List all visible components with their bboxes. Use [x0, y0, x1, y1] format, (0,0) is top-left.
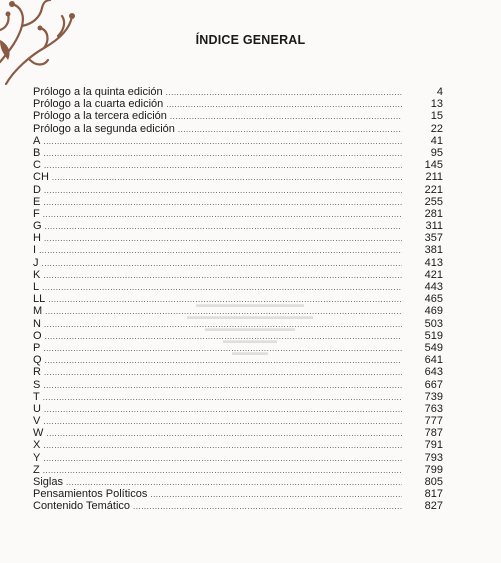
toc-entry-page-number: 793	[424, 451, 443, 464]
toc-entry[interactable]	[33, 391, 443, 403]
toc-entry[interactable]	[33, 379, 443, 391]
toc-entry-page-number: 503	[424, 317, 443, 330]
dot-leader	[133, 501, 402, 513]
toc-entry[interactable]	[33, 452, 443, 464]
toc-entry[interactable]	[33, 366, 443, 378]
toc-entry-label: Pensamientos Políticos	[33, 488, 148, 501]
dot-leader	[178, 124, 402, 136]
toc-entry[interactable]	[33, 415, 443, 427]
toc-entry[interactable]	[33, 98, 443, 110]
toc-entry-page-number: 799	[424, 463, 443, 476]
toc-entry-page-number: 281	[424, 207, 443, 220]
toc-entry[interactable]	[33, 427, 443, 439]
toc-entry-label: K	[33, 268, 41, 281]
toc-entry-page-number: 519	[424, 329, 443, 342]
toc-entry-page-number: 145	[424, 159, 443, 172]
toc-entry[interactable]	[33, 135, 443, 147]
toc-entry-page-number: 22	[430, 122, 443, 135]
toc-entry[interactable]	[33, 220, 443, 232]
toc-entry[interactable]	[33, 123, 443, 135]
dot-leader	[39, 245, 402, 257]
toc-entry-page-number: 791	[424, 439, 443, 452]
toc-entry[interactable]	[33, 171, 443, 183]
dot-leader	[42, 282, 402, 294]
toc-entry-page-number: 443	[424, 281, 443, 293]
page-title: ÍNDICE GENERAL	[195, 33, 306, 47]
toc-entry-label: Prólogo a la quinta edición	[33, 86, 163, 98]
toc-entry[interactable]	[33, 208, 443, 220]
toc-entry[interactable]	[33, 86, 443, 98]
toc-entry-page-number: 465	[424, 293, 443, 306]
toc-entry-label: Prólogo a la segunda edición	[33, 122, 175, 135]
toc-entry-page-number: 15	[430, 110, 443, 123]
dot-leader	[44, 367, 402, 379]
toc-entry-label: Prólogo a la tercera edición	[33, 110, 167, 123]
toc-entry[interactable]	[33, 439, 443, 451]
toc-entry-label: V	[33, 415, 41, 428]
bleed-through-text: ▬▬▬▬▬▬▬▬▬▬▬▬ ▬▬▬▬▬▬▬▬▬▬▬▬▬▬ ▬▬▬▬▬▬▬▬▬▬ ▬▬▬▬▬▬ ▬▬▬▬	[187, 299, 313, 357]
toc-entry-page-number: 381	[424, 244, 443, 257]
toc-entry[interactable]	[33, 159, 443, 171]
dot-leader	[166, 87, 402, 99]
dot-leader	[43, 392, 402, 404]
toc-entry-label: M	[33, 305, 43, 318]
toc-entry-page-number: 739	[424, 390, 443, 403]
toc-entry-label: F	[33, 207, 40, 220]
dot-leader	[43, 209, 402, 221]
dot-leader	[43, 148, 402, 160]
toc-entry-label: J	[33, 256, 39, 269]
toc-entry-label: X	[33, 439, 41, 452]
toc-entry-label: A	[33, 134, 41, 147]
dot-leader	[43, 465, 402, 477]
toc-entry-page-number: 643	[424, 366, 443, 379]
toc-entry-page-number: 641	[424, 354, 443, 367]
toc-entry[interactable]	[33, 476, 443, 488]
toc-entry-page-number: 827	[424, 500, 443, 513]
toc-entry-label: G	[33, 220, 42, 233]
dot-leader	[43, 453, 402, 465]
toc-entry[interactable]	[33, 184, 443, 196]
toc-entry-label: LL	[33, 293, 46, 306]
dot-leader	[46, 428, 402, 440]
toc-entry[interactable]	[33, 403, 443, 415]
toc-entry-label: B	[33, 146, 41, 159]
toc-entry-label: S	[33, 378, 41, 391]
toc-entry[interactable]	[33, 196, 443, 208]
toc-entry-label: R	[33, 366, 41, 379]
dot-leader	[44, 160, 402, 172]
toc-entry-label: H	[33, 232, 41, 245]
dot-leader	[52, 172, 402, 184]
toc-entry[interactable]	[33, 488, 443, 500]
toc-entry[interactable]	[33, 281, 443, 293]
toc-entry-label: E	[33, 195, 41, 208]
toc-entry-page-number: 777	[424, 415, 443, 428]
toc-entry-page-number: 787	[424, 427, 443, 440]
toc-entry-page-number: 421	[424, 268, 443, 281]
toc-entry-label: N	[33, 317, 41, 330]
toc-entry-page-number: 817	[424, 488, 443, 501]
toc-entry-label: CH	[33, 171, 49, 184]
dot-leader	[42, 258, 403, 270]
toc-entry-label: O	[33, 329, 42, 342]
dot-leader	[43, 197, 402, 209]
toc-entry-page-number: 667	[424, 378, 443, 391]
toc-entry-label: W	[33, 427, 44, 440]
toc-entry-label: I	[33, 244, 37, 257]
toc-entry[interactable]	[33, 147, 443, 159]
dot-leader	[43, 136, 402, 148]
toc-entry-label: Z	[33, 463, 40, 476]
toc-entry-label: D	[33, 183, 41, 196]
toc-entry-page-number: 211	[425, 171, 443, 184]
toc-entry-label: L	[33, 281, 40, 293]
toc-entry-label: T	[33, 390, 40, 403]
dot-leader	[43, 440, 402, 452]
toc-entry-page-number: 41	[430, 134, 443, 147]
toc-entry-page-number: 95	[430, 146, 443, 159]
toc-entry[interactable]	[33, 244, 443, 256]
toc-entry[interactable]	[33, 500, 443, 512]
dot-leader	[44, 185, 402, 197]
dot-leader	[150, 489, 402, 501]
dot-leader	[43, 380, 402, 392]
toc-entry-page-number: 4	[436, 86, 443, 98]
dot-leader	[44, 404, 402, 416]
toc-entry-page-number: 805	[424, 476, 443, 488]
dot-leader	[45, 221, 402, 233]
toc-entry-page-number: 357	[424, 232, 443, 245]
toc-entry-page-number: 311	[425, 220, 443, 233]
toc-entry-label: Contenido Temático	[33, 500, 131, 513]
toc-entry-label: Q	[33, 354, 42, 367]
dot-leader	[170, 111, 402, 123]
dot-leader	[43, 416, 402, 428]
toc-entry-label: Prólogo a la cuarta edición	[33, 98, 164, 111]
dot-leader	[166, 99, 402, 111]
toc-entry[interactable]	[33, 232, 443, 244]
toc-entry-page-number: 13	[430, 98, 443, 111]
toc-entry-label: P	[33, 341, 41, 354]
toc-entry[interactable]	[33, 269, 443, 281]
toc-entry-page-number: 413	[424, 256, 443, 269]
toc-entry[interactable]	[33, 464, 443, 476]
toc-entry-page-number: 469	[424, 305, 443, 318]
toc-entry[interactable]	[33, 110, 443, 122]
dot-leader	[44, 233, 402, 245]
toc-entry-page-number: 255	[424, 195, 443, 208]
toc-entry[interactable]	[33, 257, 443, 269]
toc-entry-page-number: 763	[424, 402, 443, 415]
toc-entry-page-number: 221	[424, 183, 443, 196]
toc-entry-label: U	[33, 402, 41, 415]
toc-entry-label: C	[33, 159, 41, 172]
dot-leader	[43, 270, 402, 282]
toc-entry-page-number: 549	[424, 341, 443, 354]
toc-entry-label: Y	[33, 451, 41, 464]
toc-entry-label: Siglas	[33, 476, 63, 488]
